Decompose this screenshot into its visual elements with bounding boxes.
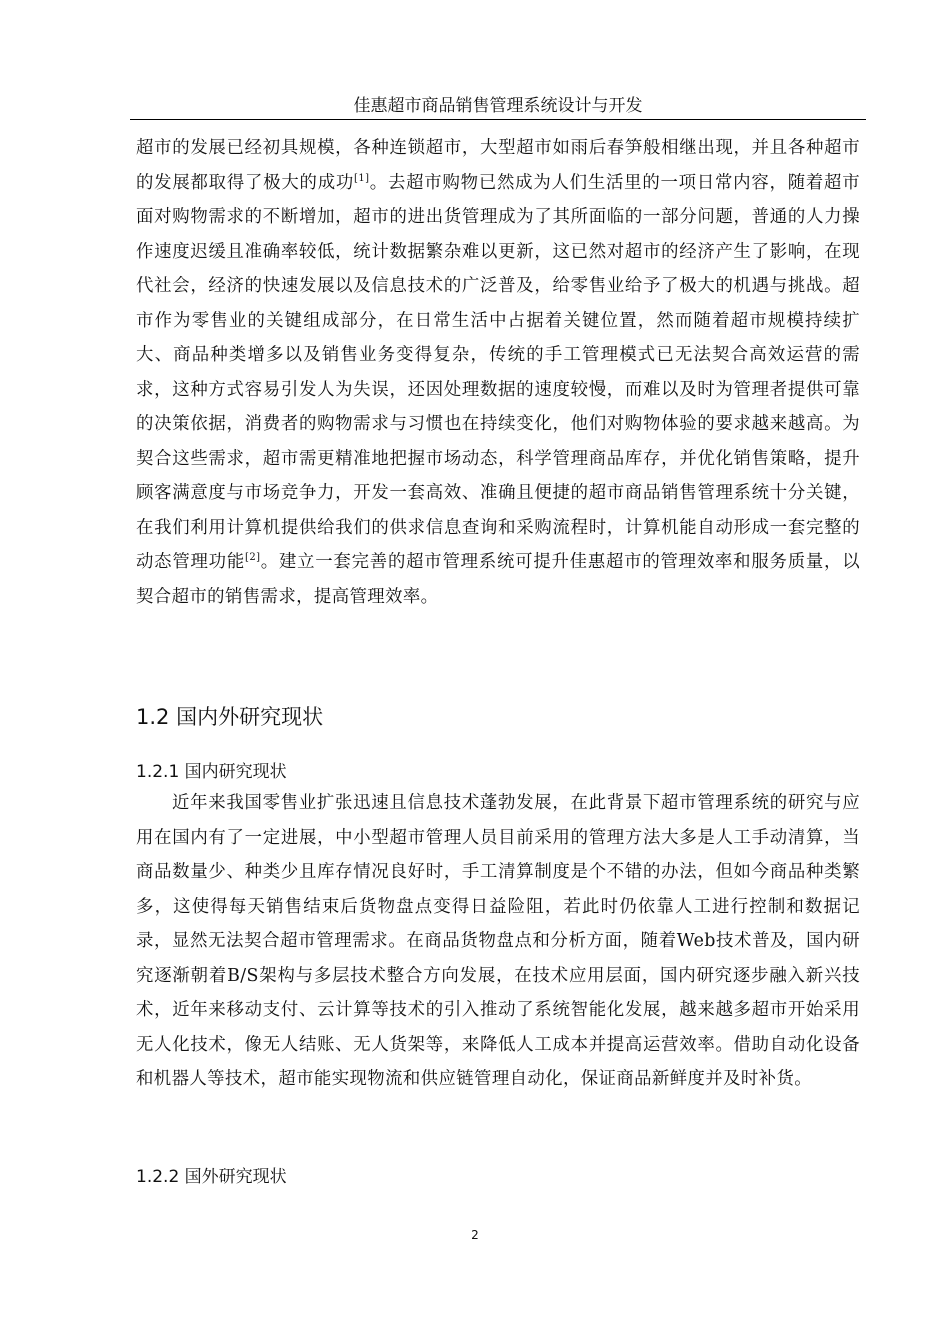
paragraph-1-text-a: 超市的发展已经初具规模，各种连锁超市，大型超市如雨后春笋般相继出现，并且各种超市的发展都取得了极大的成功 bbox=[136, 138, 860, 193]
citation-2: [2] bbox=[245, 552, 261, 563]
page-header-title: 佳惠超市商品销售管理系统设计与开发 bbox=[353, 96, 643, 116]
page-number: 2 bbox=[471, 1228, 479, 1242]
body-paragraph-2: 近年来我国零售业扩张迅速且信息技术蓬勃发展，在此背景下超市管理系统的研究与应用在国内有了一定进展，中小型超市管理人员目前采用的管理方法大多是人工手动清算，当商品数量少、种类少且库存情况良好时，手工清算制度是个不错的办法，但如今商品种类繁多，这使得每天销售结束后货物盘点变得日益险阻，若此时仍依靠人工进行控制和数据记录，显然无法契合超市管理需求。在商品货物盘点和分析方面，随着Web技术普及，国内研究逐渐朝着B/S架构与多层技术整合方向发展，在技术应用层面，国内研究逐步融入新兴技术，近年来移动支付、云计算等技术的引入推动了系统智能化发展，越来越多超市开始采用无人化技术，像无人结账、无人货架等，来降低人工成本并提高运营效率。借助自动化设备和机器人等技术，超市能实现物流和供应链管理自动化，保证商品新鲜度并及时补货。 bbox=[136, 793, 860, 1089]
section-heading: 1.2 国内外研究现状 bbox=[136, 705, 324, 729]
body-paragraph-1 bbox=[136, 131, 860, 614]
paragraph-1-text-c: 。建立一套完善的超市管理系统可提升佳惠超市的管理效率和服务质量，以契合超市的销售需求，提高管理效率。 bbox=[136, 552, 860, 607]
paragraph-1-text-b: 。去超市购物已然成为人们生活里的一项日常内容，随着超市面对购物需求的不断增加，超市的进出货管理成为了其所面临的一部分问题，普通的人力操作速度迟缓且准确率较低，统计数据繁杂难以更新，这已然对超市的经济产生了影响，在现代社会，经济的快速发展以及信息技术的广泛普及，给零售业给予了极大的机遇与挑战。超市作为零售业的关键组成部分，在日常生活中占据着关键位置，然而随着超市规模持续扩大、商品种类增多以及销售业务变得复杂，传统的手工管理模式已无法契合高效运营的需求，这种方式容易引发人为失误，还因处理数据的速度较慢，而难以及时为管理者提供可靠的决策依据，消费者的购物需求与习惯也在持续变化，他们对购物体验的要求越来越高。为契合这些需求，超市需更精准地把握市场动态，科学管理商品库存，并优化销售策略，提升顾客满意度与市场竞争力，开发一套高效、准确且便捷的超市商品销售管理系统十分关键，在我们利用计算机提供给我们的供求信息查询和采购流程时，计算机能自动形成一套完整的动态管理功能 bbox=[136, 172, 860, 572]
subsection-heading-domestic: 1.2.1 国内研究现状 bbox=[136, 762, 287, 782]
header-divider bbox=[130, 119, 866, 120]
citation-1: [1] bbox=[354, 172, 370, 184]
subsection-heading-foreign: 1.2.2 国外研究现状 bbox=[136, 1167, 287, 1187]
